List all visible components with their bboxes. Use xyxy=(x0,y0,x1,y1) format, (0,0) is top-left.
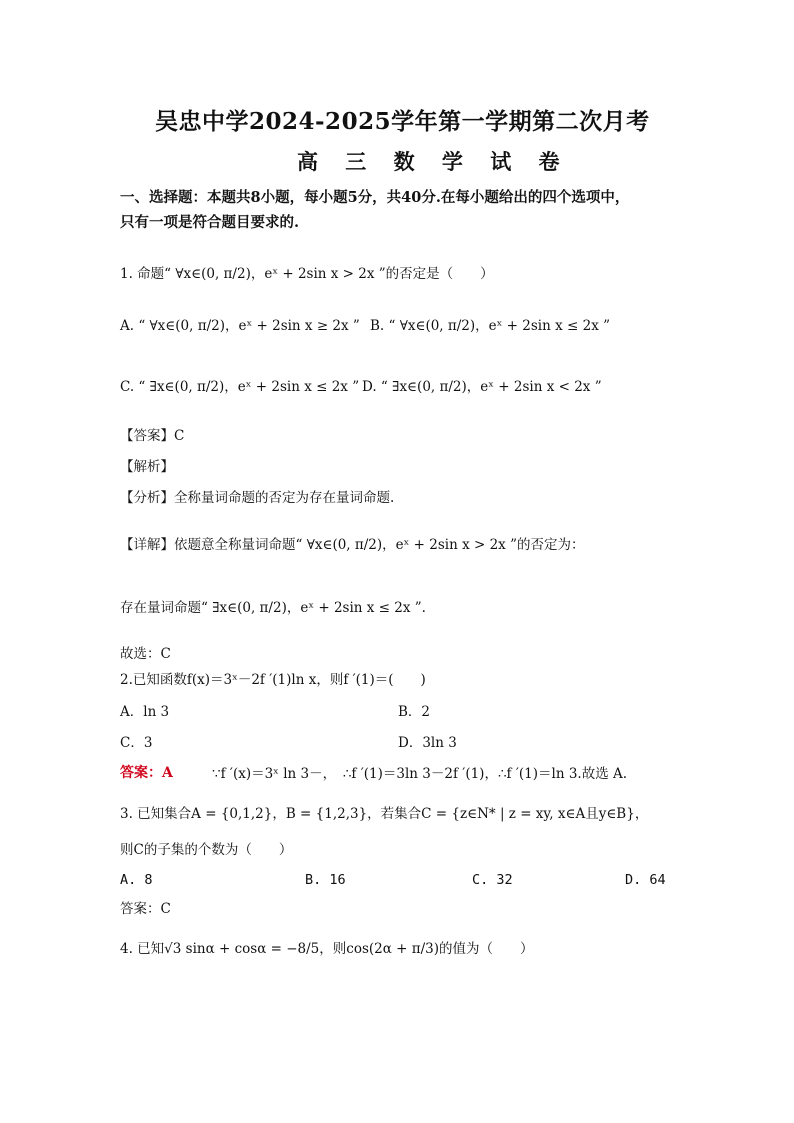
question-3-answer: 答案：C xyxy=(120,901,171,917)
question-2-option-d: D．3ln 3 xyxy=(398,735,457,751)
question-3-option-a: A. 8 xyxy=(120,872,153,888)
section-heading-line1: 一、选择题：本题共8小题，每小题5分，共40分.在每小题给出的四个选项中， xyxy=(120,189,630,206)
question-2-stem: 2.已知函数f(x)＝3ˣ－2f ′(1)ln x，则f ′(1)＝( ) xyxy=(120,672,426,688)
question-1-option-b: B. “ ∀x∈(0, π/2)，eˣ + 2sin x ≤ 2x ” xyxy=(370,318,610,334)
exam-title: 吴忠中学2024-2025学年第一学期第二次月考 xyxy=(155,108,650,135)
question-1-detail: 【详解】依题意全称量词命题“ ∀x∈(0, π/2)，eˣ + 2sin x > 2x ”的否定为： xyxy=(120,537,585,553)
question-3-option-c: C. 32 xyxy=(472,872,513,888)
question-3-option-d: D. 64 xyxy=(625,872,666,888)
question-3-stem-line1: 3. 已知集合A = {0,1,2}，B = {1,2,3}，若集合C = {z∈N* | z = xy, x∈A且y∈B}， xyxy=(120,806,649,822)
question-1-stem: 1. 命题“ ∀x∈(0, π/2)，eˣ + 2sin x > 2x ”的否定是（ ） xyxy=(120,266,494,282)
section-heading-line2: 只有一项是符合题目要求的. xyxy=(120,214,300,231)
question-2-option-b: B．2 xyxy=(398,704,431,720)
exam-subtitle: 高 三 数 学 试 卷 xyxy=(297,149,570,174)
question-1-detail2: 存在量词命题“ ∃x∈(0, π/2)，eˣ + 2sin x ≤ 2x ”. xyxy=(120,600,426,616)
question-1-choose: 故选：C xyxy=(120,646,171,662)
question-2-option-c: C．3 xyxy=(120,735,153,751)
question-3-stem-line2: 则C的子集的个数为（ ） xyxy=(120,842,293,858)
question-1-option-c: C. “ ∃x∈(0, π/2)，eˣ + 2sin x ≤ 2x ” xyxy=(120,379,360,395)
question-3-option-b: B. 16 xyxy=(305,872,346,888)
question-1-answer: 【答案】C xyxy=(120,428,185,444)
question-2-option-a: A．ln 3 xyxy=(120,704,170,720)
question-2-answer-text: ∵f ′(x)＝3ˣ ln 3－， ∴f ′(1)＝3ln 3－2f ′(1)，∴f ′(1)＝ln 3.故选 A. xyxy=(212,766,628,782)
question-1-analysis-label: 【解析】 xyxy=(120,459,174,475)
question-1-option-d: D. “ ∃x∈(0, π/2)，eˣ + 2sin x < 2x ” xyxy=(362,379,602,395)
question-1-fenxi: 【分析】全称量词命题的否定为存在量词命题. xyxy=(120,490,395,506)
question-2-answer-label: 答案：A xyxy=(120,765,173,781)
question-1-option-a: A. “ ∀x∈(0, π/2)，eˣ + 2sin x ≥ 2x ” xyxy=(120,318,360,334)
question-4-stem: 4. 已知√3 sinα + cosα = −8/5，则cos(2α + π/3)的值为（ ） xyxy=(120,941,534,957)
